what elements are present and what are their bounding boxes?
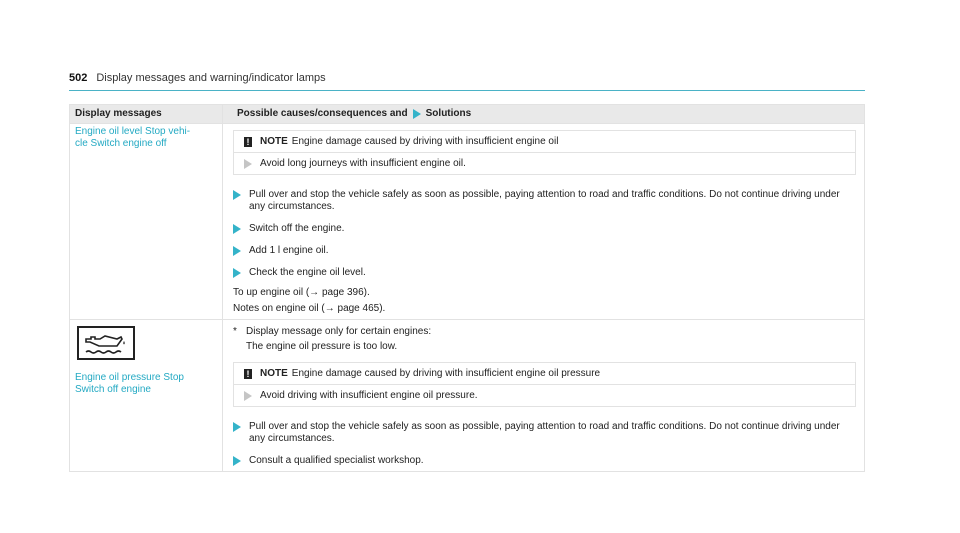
step-text: Pull over and stop the vehicle safely as soon as possible, paying attention to road and traffic conditions. Do not continue driving under any circumstances. <box>249 189 840 212</box>
step-text: Pull over and stop the vehicle safely as soon as possible, paying attention to road and traffic conditions. Do not continue driving under any circumstances. <box>249 421 840 444</box>
step-item <box>233 455 856 467</box>
table-header-row <box>70 105 865 124</box>
note-step-box <box>233 385 856 407</box>
message-text: Engine oil level Stop vehi- <box>75 126 191 137</box>
message-cell <box>70 124 223 320</box>
step-text: Add 1 l engine oil. <box>249 245 329 256</box>
warning-icon: ! <box>244 369 252 379</box>
step-item <box>233 223 856 235</box>
table-row <box>70 124 865 320</box>
oil-can-icon <box>77 326 217 366</box>
footnote-text: Display message only for certain engines: <box>246 326 432 337</box>
message-text: cle Switch engine off <box>75 138 167 149</box>
step-arrow-icon <box>233 190 241 200</box>
column-header-display-messages: Display messages <box>70 105 223 124</box>
solution-arrow-icon <box>413 109 421 119</box>
solutions-cell <box>223 320 865 472</box>
message-text: Switch off engine <box>75 384 151 395</box>
step-arrow-icon <box>233 246 241 256</box>
step-item <box>233 245 856 257</box>
note-box <box>233 362 856 385</box>
solutions-cell <box>223 124 865 320</box>
step-text: Check the engine oil level. <box>249 267 366 278</box>
step-arrow-icon <box>244 391 252 401</box>
message-cell <box>70 320 223 472</box>
page-title: Display messages and warning/indicator lamps <box>96 72 326 84</box>
step-arrow-icon <box>233 224 241 234</box>
step-item <box>233 421 856 445</box>
cause-text: The engine oil pressure is too low. <box>246 341 398 352</box>
footnote <box>233 326 856 338</box>
footnote-star: * <box>233 326 237 337</box>
table-row <box>70 320 865 472</box>
note-label: NOTE <box>260 368 288 379</box>
step-arrow-icon <box>244 159 252 169</box>
note-box <box>233 130 856 153</box>
warning-icon: ! <box>244 137 252 147</box>
note-label: NOTE <box>260 136 288 147</box>
cross-reference: To up engine oil (→ page 396). <box>233 287 370 298</box>
note-step-box <box>233 153 856 175</box>
message-text: Engine oil pressure Stop <box>75 372 184 383</box>
step-arrow-icon <box>233 422 241 432</box>
step-text: Consult a qualified specialist workshop. <box>249 455 424 466</box>
step-arrow-icon <box>233 456 241 466</box>
step-text: Switch off the engine. <box>249 223 345 234</box>
step-arrow-icon <box>233 268 241 278</box>
note-step-text: Avoid long journeys with insufficient engine oil. <box>260 158 466 169</box>
page-header <box>69 72 865 91</box>
note-text: Engine damage caused by driving with insufficient engine oil <box>291 136 559 147</box>
step-item <box>233 267 856 279</box>
display-messages-table <box>69 104 865 472</box>
note-step-text: Avoid driving with insufficient engine oil pressure. <box>260 390 478 401</box>
cross-reference: Notes on engine oil (→ page 465). <box>233 303 386 314</box>
step-item <box>233 189 856 213</box>
page-number: 502 <box>69 72 88 84</box>
column-header-causes-solutions: Possible causes/consequences and Solutions <box>223 105 865 124</box>
note-text: Engine damage caused by driving with insufficient engine oil pressure <box>291 368 601 379</box>
